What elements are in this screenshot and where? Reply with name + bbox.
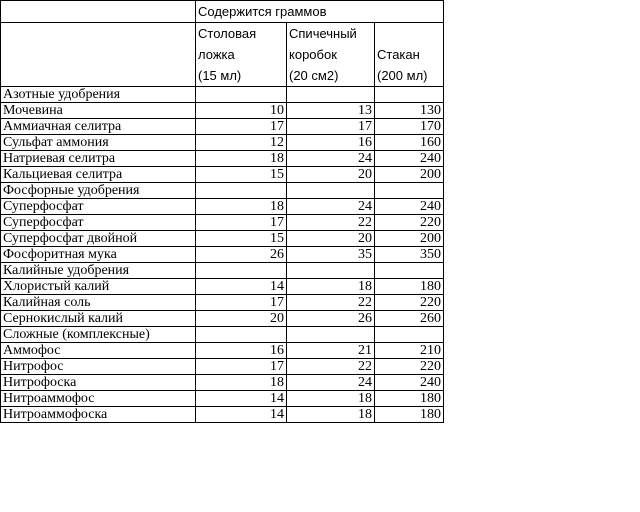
- spoon-grams: 18: [196, 151, 287, 167]
- section-row: [1, 87, 444, 103]
- empty-cell: [375, 327, 444, 343]
- empty-cell: [287, 263, 375, 279]
- fertilizer-name: Мочевина: [1, 103, 196, 119]
- glass-grams: 240: [375, 375, 444, 391]
- column-header-line: коробок: [289, 47, 337, 62]
- header-row-group: [1, 1, 444, 23]
- box-grams: 24: [287, 375, 375, 391]
- empty-cell: [196, 327, 287, 343]
- box-grams: 13: [287, 103, 375, 119]
- header-row-columns: [1, 23, 444, 87]
- glass-grams: 180: [375, 407, 444, 423]
- spoon-grams: 17: [196, 215, 287, 231]
- box-grams: 24: [287, 151, 375, 167]
- box-grams: 18: [287, 407, 375, 423]
- table-row: [1, 103, 444, 119]
- empty-cell: [196, 263, 287, 279]
- spoon-grams: 12: [196, 135, 287, 151]
- glass-grams: 180: [375, 279, 444, 295]
- table-row: [1, 279, 444, 295]
- box-grams: 18: [287, 391, 375, 407]
- fertilizer-name: Нитроаммофоска: [1, 407, 196, 423]
- column-header-line: (20 см2): [289, 68, 339, 83]
- empty-cell: [287, 183, 375, 199]
- box-grams: 35: [287, 247, 375, 263]
- empty-cell: [375, 263, 444, 279]
- box-grams: 24: [287, 199, 375, 215]
- spoon-grams: 10: [196, 103, 287, 119]
- glass-grams: 220: [375, 295, 444, 311]
- table-row: [1, 295, 444, 311]
- header-blank-cell: [1, 23, 196, 87]
- box-grams: 20: [287, 231, 375, 247]
- column-header-line: ложка: [198, 47, 235, 62]
- table-row: [1, 375, 444, 391]
- header-blank-cell: [1, 1, 196, 23]
- column-header-line: Стакан: [377, 47, 420, 62]
- spoon-grams: 20: [196, 311, 287, 327]
- section-title: Азотные удобрения: [1, 87, 196, 103]
- box-grams: 22: [287, 359, 375, 375]
- table-row: [1, 247, 444, 263]
- section-title: Калийные удобрения: [1, 263, 196, 279]
- glass-grams: 170: [375, 119, 444, 135]
- box-grams: 18: [287, 279, 375, 295]
- glass-grams: 350: [375, 247, 444, 263]
- spoon-grams: 17: [196, 359, 287, 375]
- glass-grams: 200: [375, 167, 444, 183]
- box-grams: 16: [287, 135, 375, 151]
- fertilizer-name: Калийная соль: [1, 295, 196, 311]
- fertilizer-name: Фосфоритная мука: [1, 247, 196, 263]
- empty-cell: [196, 87, 287, 103]
- glass-grams: 240: [375, 151, 444, 167]
- glass-grams: 220: [375, 359, 444, 375]
- fertilizer-name: Хлористый калий: [1, 279, 196, 295]
- table-row: [1, 119, 444, 135]
- table-row: [1, 407, 444, 423]
- table-row: [1, 135, 444, 151]
- glass-grams: 200: [375, 231, 444, 247]
- glass-grams: 240: [375, 199, 444, 215]
- empty-cell: [196, 183, 287, 199]
- spoon-grams: 15: [196, 231, 287, 247]
- fertilizer-name: Нитрофоска: [1, 375, 196, 391]
- column-header-box: [287, 23, 375, 87]
- column-header-spoon: [196, 23, 287, 87]
- glass-grams: 260: [375, 311, 444, 327]
- spoon-grams: 17: [196, 295, 287, 311]
- header-group-title: Содержится граммов: [196, 1, 444, 23]
- section-row: [1, 183, 444, 199]
- table-row: [1, 359, 444, 375]
- section-row: [1, 263, 444, 279]
- fertilizer-name: Нитрофос: [1, 359, 196, 375]
- table-row: [1, 343, 444, 359]
- glass-grams: 210: [375, 343, 444, 359]
- section-title: Фосфорные удобрения: [1, 183, 196, 199]
- glass-grams: 180: [375, 391, 444, 407]
- empty-cell: [375, 183, 444, 199]
- section-row: [1, 327, 444, 343]
- table-row: [1, 215, 444, 231]
- box-grams: 21: [287, 343, 375, 359]
- section-title: Сложные (комплексные): [1, 327, 196, 343]
- box-grams: 26: [287, 311, 375, 327]
- spoon-grams: 14: [196, 279, 287, 295]
- spoon-grams: 18: [196, 199, 287, 215]
- fertilizer-name: Нитроаммофос: [1, 391, 196, 407]
- glass-grams: 220: [375, 215, 444, 231]
- empty-cell: [287, 327, 375, 343]
- spoon-grams: 15: [196, 167, 287, 183]
- spoon-grams: 17: [196, 119, 287, 135]
- fertilizer-name: Аммофос: [1, 343, 196, 359]
- fertilizer-name: Кальциевая селитра: [1, 167, 196, 183]
- column-header-line: (15 мл): [198, 68, 242, 83]
- table-row: [1, 167, 444, 183]
- column-header-line: (200 мл): [377, 68, 428, 83]
- fertilizer-name: Сернокислый калий: [1, 311, 196, 327]
- fertilizer-name: Сульфат аммония: [1, 135, 196, 151]
- fertilizer-name: Суперфосфат: [1, 215, 196, 231]
- fertilizer-name: Аммиачная селитра: [1, 119, 196, 135]
- spoon-grams: 14: [196, 391, 287, 407]
- column-header-line: Спичечный: [289, 26, 357, 41]
- table-row: [1, 231, 444, 247]
- spoon-grams: 18: [196, 375, 287, 391]
- box-grams: 17: [287, 119, 375, 135]
- table-row: [1, 391, 444, 407]
- column-header-line: Столовая: [198, 26, 257, 41]
- column-header-glass: [375, 23, 444, 87]
- empty-cell: [287, 87, 375, 103]
- fertilizer-name: Натриевая селитра: [1, 151, 196, 167]
- table-row: [1, 311, 444, 327]
- box-grams: 20: [287, 167, 375, 183]
- table-row: [1, 151, 444, 167]
- box-grams: 22: [287, 215, 375, 231]
- glass-grams: 130: [375, 103, 444, 119]
- spoon-grams: 16: [196, 343, 287, 359]
- table-row: [1, 199, 444, 215]
- fertilizer-name: Суперфосфат: [1, 199, 196, 215]
- glass-grams: 160: [375, 135, 444, 151]
- fertilizer-name: Суперфосфат двойной: [1, 231, 196, 247]
- spoon-grams: 14: [196, 407, 287, 423]
- table-body: [1, 1, 444, 423]
- spoon-grams: 26: [196, 247, 287, 263]
- box-grams: 22: [287, 295, 375, 311]
- empty-cell: [375, 87, 444, 103]
